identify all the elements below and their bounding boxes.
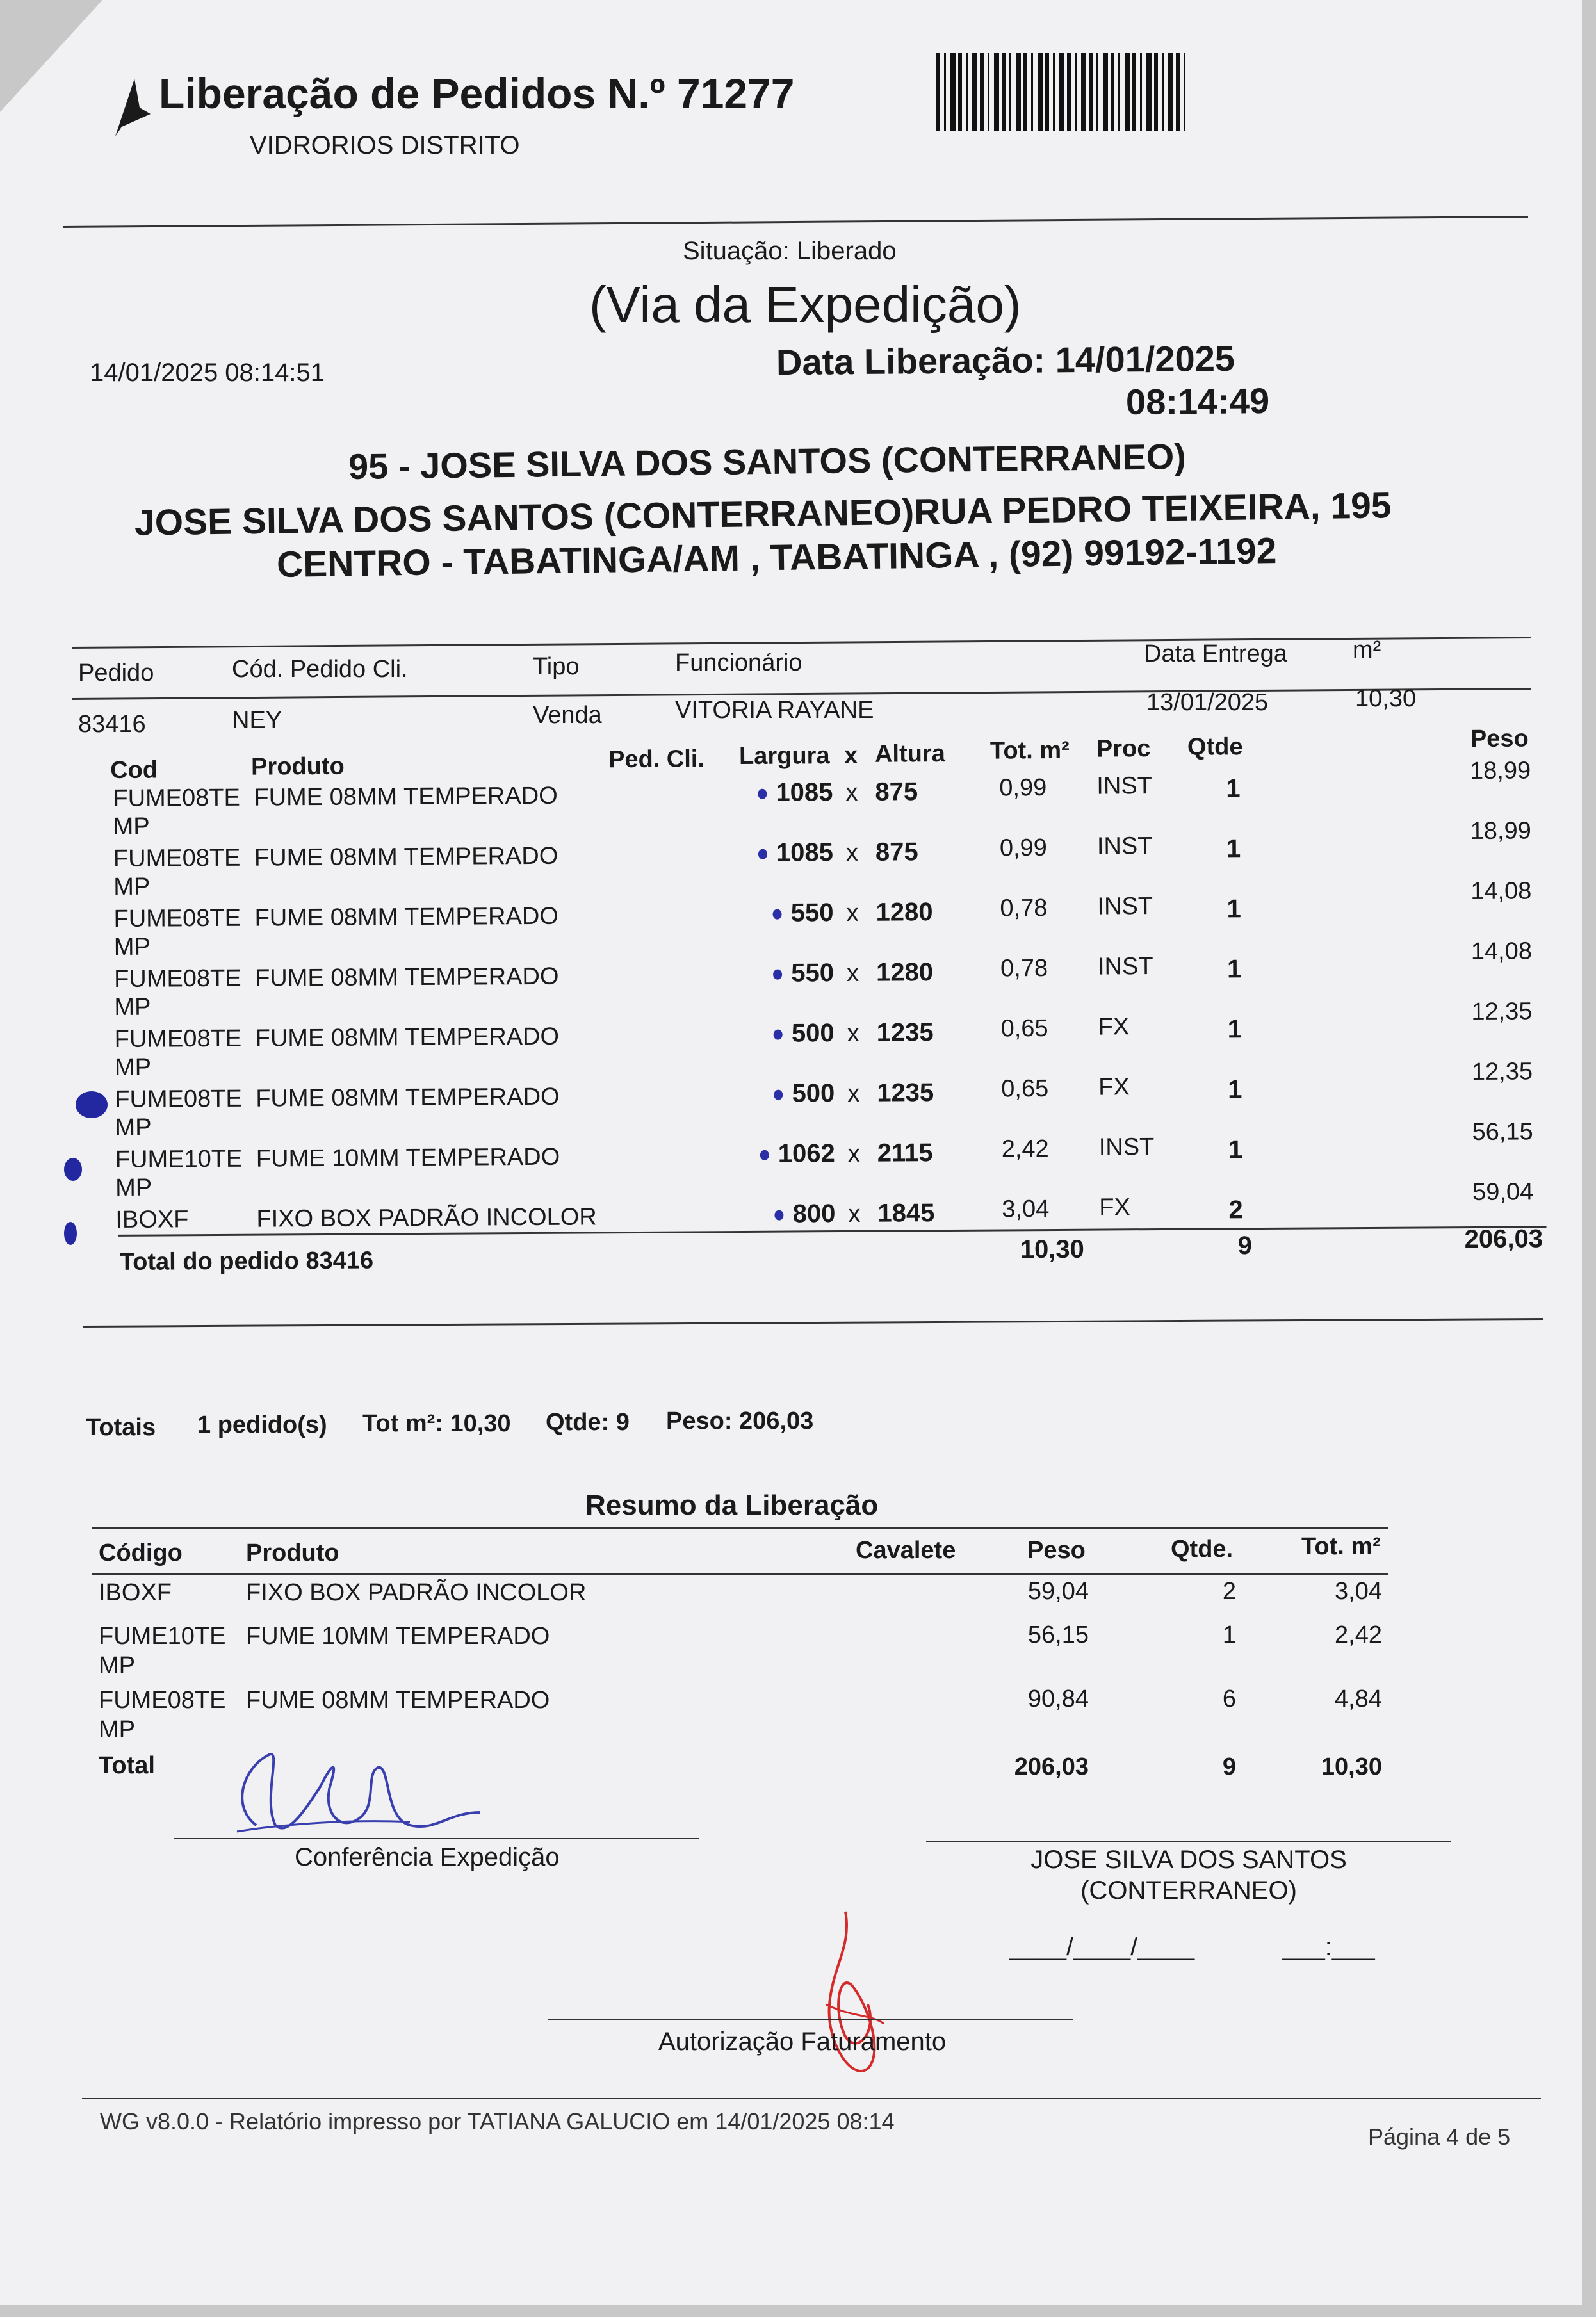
release-time: 08:14:49 <box>1125 380 1270 422</box>
item-produto-text: FUME 08MM TEMPERADO <box>254 782 558 811</box>
item-altura <box>875 898 932 927</box>
item-altura <box>875 838 918 866</box>
item-proc-text: FX <box>1098 1073 1130 1101</box>
item-proc <box>1099 1194 1130 1221</box>
order-col-pedido: Pedido <box>78 660 154 687</box>
item-cod <box>115 1206 188 1234</box>
items-col-tot-m2: Tot. m² <box>989 736 1070 765</box>
item-proc-text: INST <box>1098 1134 1155 1161</box>
item-cod-suffix <box>114 994 151 1021</box>
summary-col-produto: Produto <box>246 1540 339 1566</box>
item-tot-m2-text: 0,78 <box>1000 955 1048 982</box>
summary-col-qtde: Qtde. <box>1171 1536 1234 1563</box>
item-largura-text: 550 <box>791 959 835 988</box>
item-peso <box>1462 998 1532 1026</box>
footer-line <box>82 2098 1541 2099</box>
status-text: Situação: Liberado <box>683 237 897 265</box>
order-total-peso: 206,03 <box>1464 1224 1543 1254</box>
item-tot-m2-text: 3,04 <box>1002 1196 1050 1223</box>
via-label: (Via da Expedição) <box>589 276 1022 333</box>
item-altura <box>876 958 933 988</box>
item-cod-suffix <box>113 813 150 841</box>
item-qtde <box>1228 1075 1242 1104</box>
item-altura-text: 1280 <box>875 898 933 927</box>
item-proc <box>1099 1134 1155 1162</box>
item-largura-text: 1085 <box>776 778 833 807</box>
conferencia-signature-line <box>174 1838 699 1839</box>
item-largura <box>745 1019 835 1048</box>
item-cod <box>113 845 241 873</box>
item-largura <box>745 1139 835 1169</box>
order-m2-value: 10,30 <box>1355 685 1417 712</box>
item-proc <box>1098 1073 1130 1101</box>
item-proc <box>1098 1013 1129 1041</box>
item-qtde <box>1228 1135 1243 1164</box>
item-largura <box>745 1199 835 1229</box>
item-qtde-text: 2 <box>1228 1196 1243 1224</box>
totals-pedidos: 1 pedido(s) <box>197 1411 327 1438</box>
item-qtde <box>1226 895 1241 923</box>
item-cod-suffix-text: MP <box>113 873 151 900</box>
summary-codigo-suffix: MP <box>99 1716 135 1743</box>
item-qtde <box>1226 834 1241 863</box>
item-cod-text: FUME08TE <box>114 1025 242 1053</box>
totals-qtde: Qtde: 9 <box>546 1409 630 1436</box>
item-tot-m2 <box>1001 1075 1048 1103</box>
autorizacao-label: Autorização Faturamento <box>658 2028 947 2056</box>
autorizacao-signature-line <box>548 2019 1073 2020</box>
item-cod <box>113 905 241 933</box>
item-largura-text: 1085 <box>776 838 834 867</box>
item-tot-m2 <box>1000 955 1048 982</box>
client-code-name: 95 - JOSE SILVA DOS SANTOS (CONTERRANEO) <box>348 436 1187 487</box>
item-proc <box>1098 953 1153 981</box>
order-col-cod-cli: Cód. Pedido Cli. <box>232 656 408 683</box>
item-altura-text: 1235 <box>877 1078 934 1107</box>
summary-qtde: 1 <box>1222 1622 1236 1648</box>
item-cod <box>115 1146 243 1174</box>
item-x <box>846 840 858 867</box>
item-produto-text: FUME 10MM TEMPERADO <box>256 1143 560 1173</box>
summary-total-m2: 10,30 <box>1321 1753 1382 1780</box>
summary-col-cavalete: Cavalete <box>856 1537 956 1564</box>
item-largura-text: 800 <box>792 1199 836 1228</box>
client-address-line2: CENTRO - TABATINGA/AM , TABATINGA , (92) 99192-1192 <box>276 530 1277 585</box>
item-produto-text: FUME 08MM TEMPERADO <box>254 842 558 872</box>
item-qtde <box>1228 1015 1242 1044</box>
item-altura <box>877 1139 933 1168</box>
item-altura <box>877 1018 934 1048</box>
item-proc-text: INST <box>1096 833 1153 860</box>
item-cod-suffix-text: MP <box>115 1174 152 1201</box>
items-col-peso: Peso <box>1470 725 1529 753</box>
item-x-text: x <box>846 899 859 927</box>
item-largura-text: 550 <box>790 898 834 927</box>
item-tot-m2-text: 0,99 <box>999 834 1048 862</box>
totals-m2: Tot m²: 10,30 <box>362 1410 511 1437</box>
item-altura-text: 875 <box>875 777 918 806</box>
footer-printed-by: WG v8.0.0 - Relatório impresso por TATIANA GALUCIO em 14/01/2025 08:14 <box>100 2108 895 2134</box>
item-produto <box>254 903 558 932</box>
item-produto <box>256 1084 560 1113</box>
item-cod-suffix <box>114 934 151 961</box>
item-peso-text: 18,99 <box>1469 757 1531 785</box>
item-produto <box>255 963 559 993</box>
item-cod <box>114 965 241 993</box>
item-qtde-text: 1 <box>1228 1135 1243 1164</box>
item-x-text: x <box>847 1140 860 1167</box>
item-largura-text: 1062 <box>778 1139 835 1168</box>
handwritten-signature <box>218 1729 487 1844</box>
item-cod-suffix-text: MP <box>114 1053 152 1081</box>
order-data-entrega-value: 13/01/2025 <box>1146 689 1269 716</box>
item-qtde <box>1227 955 1242 984</box>
items-col-x: x <box>843 742 858 769</box>
summary-header-line <box>92 1573 1388 1575</box>
item-altura-text: 2115 <box>877 1139 933 1167</box>
item-produto-text: FIXO BOX PADRÃO INCOLOR <box>256 1203 597 1233</box>
summary-col-tot-m2: Tot. m² <box>1301 1533 1381 1560</box>
totals-peso: Peso: 206,03 <box>666 1408 814 1435</box>
item-cod-text: FUME08TE <box>113 784 241 812</box>
item-tot-m2-text: 0,65 <box>1000 1015 1048 1043</box>
items-col-altura: Altura <box>874 740 945 768</box>
item-altura-text: 875 <box>875 838 918 866</box>
summary-codigo: IBOXF <box>99 1579 172 1606</box>
item-x <box>847 1080 859 1108</box>
ink-dot <box>760 1150 769 1160</box>
item-x-text: x <box>847 1020 859 1047</box>
item-peso-text: 14,08 <box>1470 938 1533 966</box>
date-blank: ____/____/____ <box>1009 1933 1195 1961</box>
item-peso-text: 18,99 <box>1470 817 1531 845</box>
item-largura <box>743 778 833 808</box>
summary-peso: 59,04 <box>1027 1578 1089 1605</box>
item-qtde-text: 1 <box>1226 774 1241 803</box>
summary-peso: 56,15 <box>1027 1622 1089 1648</box>
item-peso <box>1461 817 1531 845</box>
footer-page-number: Página 4 de 5 <box>1368 2124 1511 2150</box>
item-tot-m2 <box>1001 1015 1048 1043</box>
item-proc-text: INST <box>1097 953 1153 980</box>
item-qtde <box>1226 774 1241 803</box>
items-col-proc: Proc <box>1096 735 1151 763</box>
item-produto-text: FUME 08MM TEMPERADO <box>254 963 559 992</box>
print-datetime: 14/01/2025 08:14:51 <box>90 359 325 387</box>
order-col-m2: m² <box>1353 637 1381 663</box>
order-tipo-value: Venda <box>533 702 602 729</box>
item-altura-text: 1280 <box>875 958 934 987</box>
item-qtde-text: 1 <box>1226 955 1242 984</box>
ink-dot <box>774 1030 783 1040</box>
item-altura <box>875 777 918 806</box>
item-cod-text: FUME08TE <box>113 904 241 932</box>
summary-qtde: 6 <box>1222 1686 1236 1712</box>
item-largura <box>745 1079 835 1109</box>
item-proc <box>1097 833 1153 861</box>
item-cod-suffix <box>115 1054 151 1082</box>
item-x-text: x <box>845 839 859 866</box>
client-signature-name-2: (CONTERRANEO) <box>1080 1876 1297 1905</box>
item-x <box>846 900 858 927</box>
order-cod-cli-value: NEY <box>232 707 282 734</box>
item-tot-m2-text: 0,78 <box>1000 895 1048 922</box>
item-altura <box>877 1078 934 1108</box>
ink-dot <box>758 849 767 859</box>
order-total-m2: 10,30 <box>1020 1235 1084 1264</box>
summary-col-codigo: Código <box>99 1540 183 1566</box>
time-blank: ___:___ <box>1282 1933 1375 1961</box>
item-tot-m2 <box>1000 895 1047 922</box>
items-col-ped-cli: Ped. Cli. <box>608 745 705 774</box>
item-cod-suffix-text: MP <box>113 933 151 961</box>
item-peso-text: 59,04 <box>1472 1178 1534 1207</box>
item-peso <box>1461 877 1531 906</box>
item-largura-text: 500 <box>791 1019 835 1048</box>
item-peso <box>1463 1118 1533 1146</box>
items-col-cod: Cod <box>110 756 158 784</box>
summary-produto: FUME 08MM TEMPERADO <box>246 1687 550 1714</box>
item-cod-suffix-text: MP <box>114 993 151 1021</box>
summary-tot-m2: 3,04 <box>1335 1578 1382 1605</box>
company-name: VIDRORIOS DISTRITO <box>250 131 520 159</box>
ink-dot <box>758 789 767 799</box>
summary-col-peso: Peso <box>1027 1537 1086 1564</box>
order-funcionario-value: VITORIA RAYANE <box>675 697 874 724</box>
item-cod-suffix <box>115 1175 152 1202</box>
item-largura <box>744 959 834 988</box>
item-peso-text: 12,35 <box>1471 1058 1533 1086</box>
item-qtde-text: 1 <box>1226 895 1241 923</box>
item-peso <box>1463 1178 1533 1207</box>
summary-total-qtde: 9 <box>1222 1753 1236 1780</box>
item-x <box>848 1201 860 1228</box>
item-cod-suffix-text: MP <box>113 813 150 840</box>
item-cod-text: IBOXF <box>115 1206 189 1233</box>
summary-title: Resumo da Liberação <box>585 1490 879 1521</box>
order-col-funcionario: Funcionário <box>675 649 802 676</box>
item-produto <box>256 1023 560 1053</box>
item-x <box>845 779 858 807</box>
items-col-largura: Largura <box>738 742 830 770</box>
item-x <box>847 1020 859 1048</box>
item-proc-text: INST <box>1096 772 1153 800</box>
item-qtde <box>1228 1196 1243 1224</box>
summary-top-line <box>92 1527 1388 1529</box>
item-x <box>848 1141 860 1168</box>
item-cod-suffix <box>113 874 150 901</box>
summary-peso: 90,84 <box>1027 1686 1089 1712</box>
client-signature-line <box>926 1841 1451 1842</box>
item-produto <box>256 1144 560 1173</box>
item-produto <box>256 1203 597 1233</box>
item-produto-text: FUME 08MM TEMPERADO <box>256 1083 560 1112</box>
summary-total-label: Total <box>99 1752 155 1779</box>
item-largura-text: 500 <box>792 1079 835 1108</box>
summary-produto: FUME 10MM TEMPERADO <box>246 1623 550 1650</box>
client-address-line1: JOSE SILVA DOS SANTOS (CONTERRANEO)RUA PEDRO TEIXEIRA, 195 <box>134 485 1392 544</box>
item-qtde-text: 1 <box>1228 1075 1242 1104</box>
item-peso <box>1460 757 1531 785</box>
item-x-text: x <box>845 779 858 806</box>
item-peso-text: 12,35 <box>1471 998 1533 1026</box>
summary-codigo: FUME08TE <box>99 1687 226 1714</box>
item-proc <box>1097 893 1153 921</box>
item-x-text: x <box>848 1200 861 1228</box>
ink-dot <box>773 970 782 980</box>
item-largura <box>744 898 833 928</box>
item-cod <box>113 785 240 813</box>
item-altura-text: 1845 <box>877 1199 935 1228</box>
ink-mark <box>64 1222 77 1245</box>
item-cod-text: FUME08TE <box>113 844 241 872</box>
order-col-data-entrega: Data Entrega <box>1144 640 1287 667</box>
item-cod-text: FUME08TE <box>115 1085 242 1113</box>
document-title: Liberação de Pedidos N.º 71277 <box>159 70 795 117</box>
order-total-qtde: 9 <box>1237 1232 1253 1260</box>
item-qtde-text: 1 <box>1226 834 1241 863</box>
item-qtde-text: 1 <box>1227 1015 1242 1044</box>
item-peso-text: 56,15 <box>1472 1118 1533 1146</box>
item-proc-text: INST <box>1097 893 1153 920</box>
item-peso-text: 14,08 <box>1470 877 1532 906</box>
release-date: Data Liberação: 14/01/2025 <box>776 337 1235 383</box>
summary-tot-m2: 2,42 <box>1335 1622 1382 1648</box>
order-col-tipo: Tipo <box>533 653 580 680</box>
summary-qtde: 2 <box>1222 1578 1236 1605</box>
item-cod <box>115 1025 242 1053</box>
summary-total-peso: 206,03 <box>1014 1753 1089 1780</box>
item-produto-text: FUME 08MM TEMPERADO <box>255 1023 560 1052</box>
item-produto-text: FUME 08MM TEMPERADO <box>254 902 559 932</box>
summary-produto: FIXO BOX PADRÃO INCOLOR <box>246 1579 587 1606</box>
order-total-label: Total do pedido 83416 <box>119 1247 374 1276</box>
item-cod-text: FUME10TE <box>115 1145 243 1173</box>
ink-dot <box>775 1210 784 1221</box>
ink-mark <box>64 1158 82 1181</box>
item-tot-m2 <box>1002 1196 1049 1223</box>
item-produto <box>254 843 558 872</box>
item-tot-m2 <box>1000 834 1047 862</box>
items-col-produto: Produto <box>250 752 345 781</box>
summary-codigo-suffix: MP <box>99 1652 135 1679</box>
red-rubric <box>807 1908 897 2094</box>
item-tot-m2 <box>999 774 1046 802</box>
client-signature-name: JOSE SILVA DOS SANTOS <box>1030 1846 1347 1874</box>
ink-dot <box>773 909 782 920</box>
item-tot-m2-text: 0,65 <box>1001 1075 1049 1103</box>
item-produto <box>254 783 558 812</box>
ink-dot <box>774 1090 783 1100</box>
item-altura <box>877 1199 934 1228</box>
item-x-text: x <box>846 959 859 987</box>
items-col-qtde: Qtde <box>1187 733 1243 761</box>
item-proc <box>1096 772 1152 801</box>
item-tot-m2-text: 0,99 <box>999 774 1047 802</box>
item-altura-text: 1235 <box>876 1018 934 1047</box>
item-x-text: x <box>847 1080 860 1107</box>
item-largura <box>744 838 833 868</box>
item-cod-suffix <box>115 1114 151 1142</box>
item-peso <box>1462 1058 1533 1086</box>
totals-label: Totais <box>86 1414 156 1441</box>
conferencia-label: Conferência Expedição <box>295 1843 560 1871</box>
order-pedido-value: 83416 <box>78 711 146 738</box>
item-peso <box>1462 938 1532 966</box>
item-cod <box>115 1085 242 1114</box>
summary-tot-m2: 4,84 <box>1335 1686 1382 1712</box>
item-cod-text: FUME08TE <box>114 964 241 993</box>
item-proc-text: FX <box>1099 1194 1131 1221</box>
item-x <box>847 960 859 988</box>
item-tot-m2-text: 2,42 <box>1001 1135 1049 1163</box>
ink-mark <box>76 1091 108 1118</box>
item-cod-suffix-text: MP <box>115 1114 152 1141</box>
summary-codigo: FUME10TE <box>99 1623 226 1650</box>
item-tot-m2 <box>1002 1135 1049 1163</box>
item-proc-text: FX <box>1098 1013 1130 1041</box>
